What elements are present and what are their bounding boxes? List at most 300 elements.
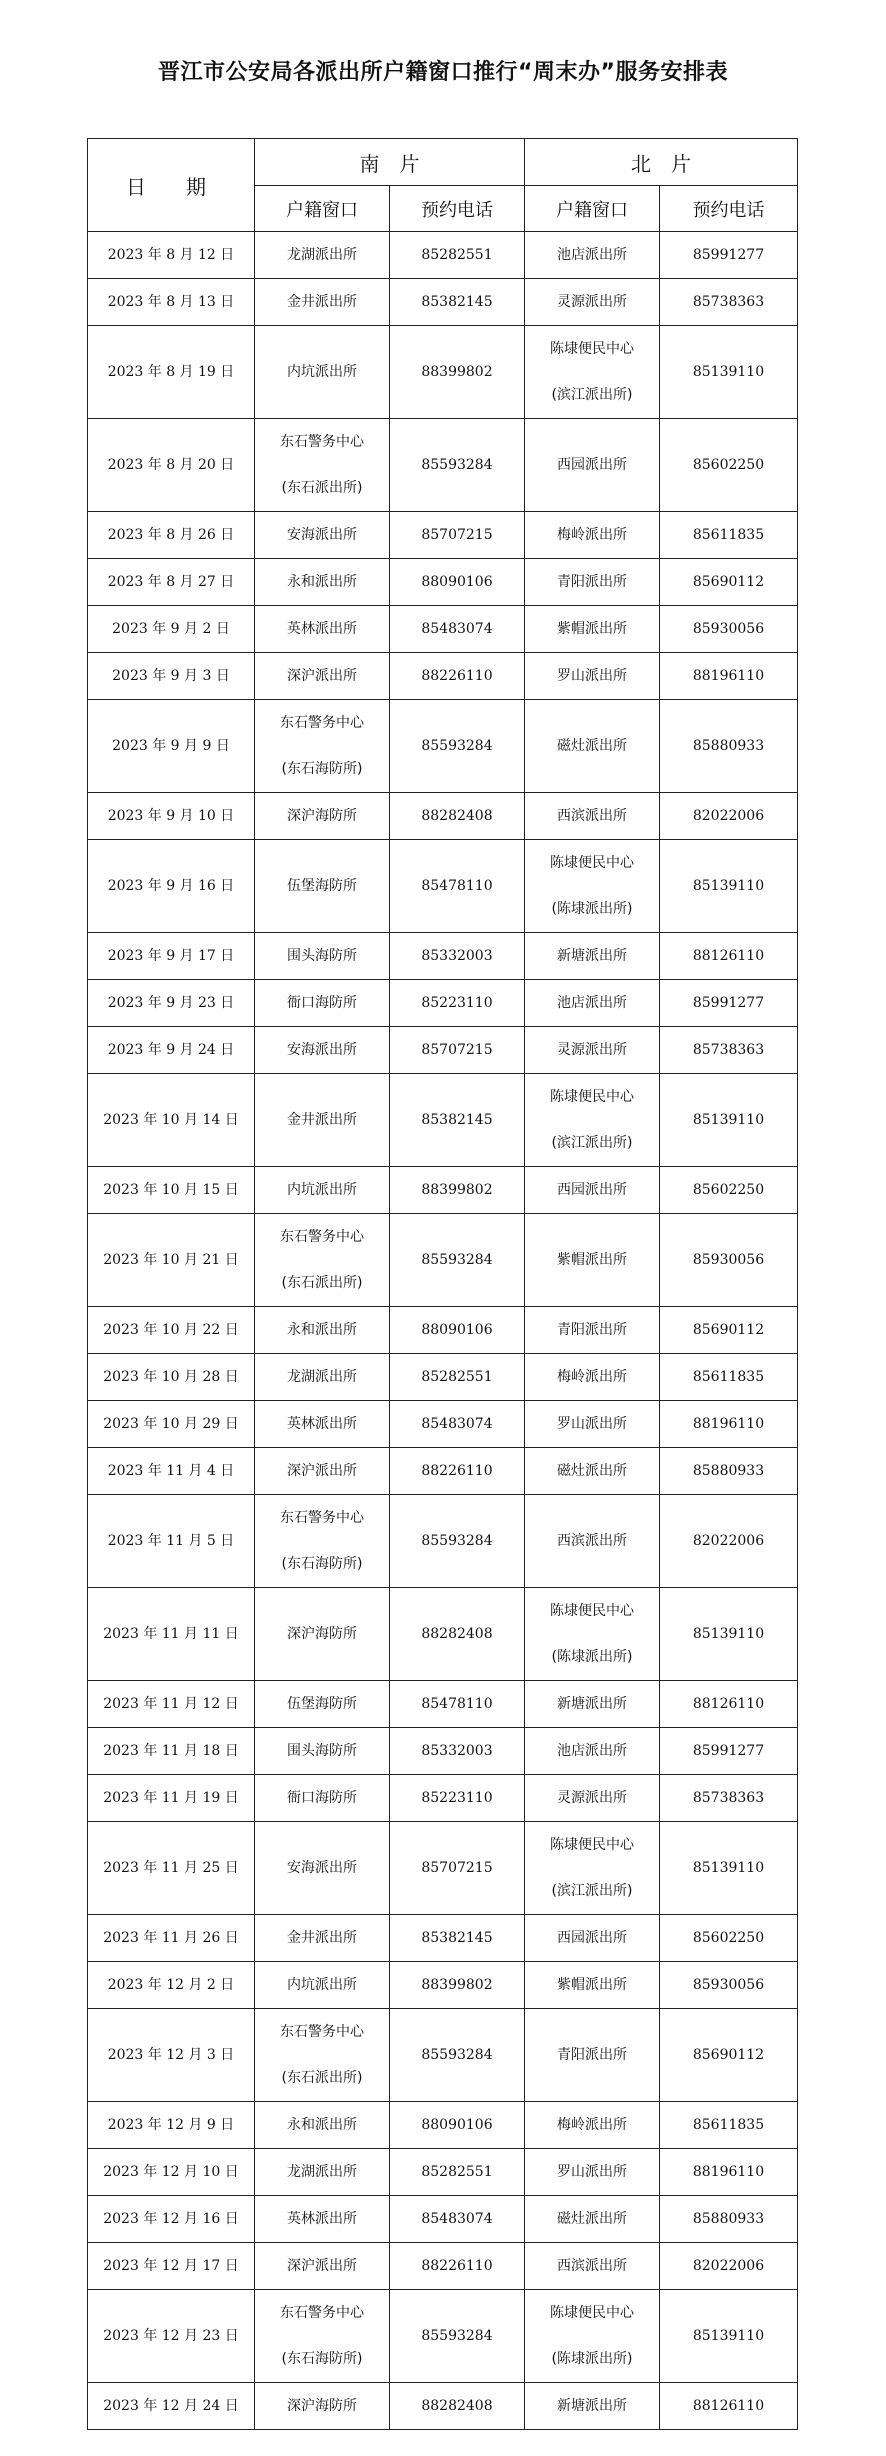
date-cell: 2023 年 12 月 10 日 <box>88 2149 255 2196</box>
south-window-cell-line: 金井派出所 <box>287 1930 357 1946</box>
south-window-cell-line: 衙口海防所 <box>287 995 357 1011</box>
south-window-cell-line: 深沪海防所 <box>287 1626 357 1642</box>
north-window-cell-line: 新塘派出所 <box>557 948 627 964</box>
south-window-cell <box>255 1822 390 1915</box>
south-window-cell-line: 英林派出所 <box>287 621 357 637</box>
north-window-cell-line: 紫帽派出所 <box>557 1977 627 1993</box>
north-window-cell-line: 青阳派出所 <box>557 574 627 590</box>
south-window-cell-line: (东石海防所) <box>281 761 363 777</box>
south-phone-cell: 88282408 <box>390 793 525 840</box>
south-phone-cell: 85483074 <box>390 2196 525 2243</box>
north-phone-cell: 85602250 <box>660 419 798 512</box>
south-window-cell-line: (东石派出所) <box>281 2070 363 2086</box>
south-phone-cell: 85593284 <box>390 1495 525 1588</box>
south-window-cell-line: 东石警务中心 <box>280 2024 364 2040</box>
south-window-cell-line: 安海派出所 <box>287 1860 357 1876</box>
schedule-rows <box>88 232 798 2430</box>
north-window-cell-line: (陈埭派出所) <box>551 1649 633 1665</box>
north-window-cell-line: 西园派出所 <box>557 1930 627 1946</box>
north-window-cell-line: 罗山派出所 <box>557 2164 627 2180</box>
north-window-cell <box>525 1167 660 1214</box>
north-window-cell <box>525 980 660 1027</box>
south-phone-cell: 88282408 <box>390 2383 525 2430</box>
north-window-cell-line: 陈埭便民中心 <box>550 2305 634 2321</box>
table-row <box>88 1775 798 1822</box>
north-phone-cell: 85991277 <box>660 980 798 1027</box>
south-window-cell <box>255 559 390 606</box>
north-window-cell-line: 西滨派出所 <box>557 1533 627 1549</box>
south-phone-cell: 88090106 <box>390 559 525 606</box>
north-phone-cell: 82022006 <box>660 793 798 840</box>
north-window-cell-line: 西园派出所 <box>557 457 627 473</box>
table-row <box>88 1728 798 1775</box>
south-window-cell <box>255 2243 390 2290</box>
date-cell: 2023 年 10 月 28 日 <box>88 1354 255 1401</box>
table-row <box>88 1214 798 1307</box>
north-window-cell <box>525 1307 660 1354</box>
north-window-cell <box>525 326 660 419</box>
header-south-window: 户籍窗口 <box>255 186 390 232</box>
south-window-cell <box>255 419 390 512</box>
north-window-cell-line: 陈埭便民中心 <box>550 855 634 871</box>
date-cell: 2023 年 8 月 19 日 <box>88 326 255 419</box>
north-window-cell <box>525 559 660 606</box>
north-phone-cell: 85690112 <box>660 2009 798 2102</box>
table-row <box>88 2149 798 2196</box>
south-window-cell <box>255 2383 390 2430</box>
north-phone-cell: 82022006 <box>660 1495 798 1588</box>
south-phone-cell: 88090106 <box>390 1307 525 1354</box>
north-phone-cell: 85738363 <box>660 1775 798 1822</box>
north-window-cell-line: 磁灶派出所 <box>557 738 627 754</box>
north-window-cell <box>525 2243 660 2290</box>
north-window-cell <box>525 512 660 559</box>
table-row <box>88 1448 798 1495</box>
header-south-phone: 预约电话 <box>390 186 525 232</box>
south-window-cell <box>255 279 390 326</box>
south-window-cell-line: 东石警务中心 <box>280 1510 364 1526</box>
south-window-cell-line: 东石警务中心 <box>280 2305 364 2321</box>
south-window-cell-line: 永和派出所 <box>287 2117 357 2133</box>
south-phone-cell: 85707215 <box>390 1822 525 1915</box>
north-phone-cell: 85930056 <box>660 1962 798 2009</box>
south-window-cell <box>255 1354 390 1401</box>
south-window-cell <box>255 700 390 793</box>
north-phone-cell: 85690112 <box>660 1307 798 1354</box>
north-window-cell <box>525 1448 660 1495</box>
south-window-cell-line: 衙口海防所 <box>287 1790 357 1806</box>
date-cell: 2023 年 11 月 12 日 <box>88 1681 255 1728</box>
north-window-cell <box>525 1495 660 1588</box>
north-phone-cell: 85139110 <box>660 1588 798 1681</box>
south-window-cell-line: 伍堡海防所 <box>287 878 357 894</box>
south-window-cell-line: 伍堡海防所 <box>287 1696 357 1712</box>
table-row <box>88 279 798 326</box>
south-phone-cell: 85707215 <box>390 1027 525 1074</box>
table-row <box>88 1588 798 1681</box>
north-window-cell <box>525 1775 660 1822</box>
south-phone-cell: 88399802 <box>390 1962 525 2009</box>
north-phone-cell: 88126110 <box>660 933 798 980</box>
south-phone-cell: 88226110 <box>390 653 525 700</box>
north-window-cell <box>525 1728 660 1775</box>
south-window-cell <box>255 1915 390 1962</box>
south-window-cell-line: 内坑派出所 <box>287 364 357 380</box>
table-row <box>88 1167 798 1214</box>
date-cell: 2023 年 8 月 26 日 <box>88 512 255 559</box>
date-cell: 2023 年 11 月 11 日 <box>88 1588 255 1681</box>
table-row <box>88 232 798 279</box>
table-row <box>88 1027 798 1074</box>
date-cell: 2023 年 8 月 12 日 <box>88 232 255 279</box>
north-window-cell <box>525 1214 660 1307</box>
north-window-cell <box>525 2102 660 2149</box>
north-window-cell <box>525 2149 660 2196</box>
north-window-cell <box>525 1027 660 1074</box>
south-window-cell <box>255 1307 390 1354</box>
south-phone-cell: 85282551 <box>390 1354 525 1401</box>
south-phone-cell: 85483074 <box>390 1401 525 1448</box>
table-row <box>88 2009 798 2102</box>
north-window-cell <box>525 606 660 653</box>
north-phone-cell: 85991277 <box>660 232 798 279</box>
north-window-cell <box>525 700 660 793</box>
date-cell: 2023 年 8 月 20 日 <box>88 419 255 512</box>
table-row <box>88 2102 798 2149</box>
north-window-cell <box>525 2383 660 2430</box>
north-phone-cell: 85880933 <box>660 2196 798 2243</box>
north-window-cell-line: 新塘派出所 <box>557 1696 627 1712</box>
north-window-cell-line: 灵源派出所 <box>557 294 627 310</box>
south-window-cell <box>255 1027 390 1074</box>
north-window-cell <box>525 279 660 326</box>
date-cell: 2023 年 10 月 29 日 <box>88 1401 255 1448</box>
schedule-table <box>87 138 798 2430</box>
south-window-cell-line: 金井派出所 <box>287 294 357 310</box>
south-phone-cell: 85332003 <box>390 1728 525 1775</box>
north-phone-cell: 82022006 <box>660 2243 798 2290</box>
south-window-cell-line: 深沪海防所 <box>287 808 357 824</box>
north-window-cell <box>525 653 660 700</box>
north-window-cell-line: 磁灶派出所 <box>557 1463 627 1479</box>
north-phone-cell: 85602250 <box>660 1915 798 1962</box>
north-phone-cell: 88126110 <box>660 1681 798 1728</box>
south-phone-cell: 85483074 <box>390 606 525 653</box>
north-window-cell-line: (滨江派出所) <box>551 387 633 403</box>
north-phone-cell: 85611835 <box>660 1354 798 1401</box>
date-cell: 2023 年 12 月 2 日 <box>88 1962 255 2009</box>
date-cell: 2023 年 12 月 16 日 <box>88 2196 255 2243</box>
south-window-cell-line: 永和派出所 <box>287 574 357 590</box>
south-window-cell-line: (东石派出所) <box>281 1275 363 1291</box>
header-date: 日 期 <box>88 139 255 232</box>
north-window-cell-line: 梅岭派出所 <box>557 2117 627 2133</box>
date-cell: 2023 年 11 月 4 日 <box>88 1448 255 1495</box>
north-window-cell <box>525 840 660 933</box>
south-window-cell-line: 英林派出所 <box>287 2211 357 2227</box>
south-window-cell <box>255 1588 390 1681</box>
north-window-cell <box>525 793 660 840</box>
south-window-cell-line: 内坑派出所 <box>287 1977 357 1993</box>
south-window-cell-line: 东石警务中心 <box>280 1229 364 1245</box>
north-phone-cell: 85930056 <box>660 1214 798 1307</box>
north-window-cell-line: 池店派出所 <box>557 995 627 1011</box>
south-window-cell-line: (东石海防所) <box>281 1556 363 1572</box>
date-cell: 2023 年 9 月 23 日 <box>88 980 255 1027</box>
south-window-cell <box>255 1728 390 1775</box>
date-cell: 2023 年 10 月 14 日 <box>88 1074 255 1167</box>
north-window-cell-line: 梅岭派出所 <box>557 1369 627 1385</box>
south-phone-cell: 88282408 <box>390 1588 525 1681</box>
south-window-cell <box>255 2149 390 2196</box>
north-phone-cell: 85991277 <box>660 1728 798 1775</box>
south-window-cell <box>255 2009 390 2102</box>
north-phone-cell: 85611835 <box>660 512 798 559</box>
table-row <box>88 1074 798 1167</box>
date-cell: 2023 年 9 月 3 日 <box>88 653 255 700</box>
north-window-cell-line: 紫帽派出所 <box>557 621 627 637</box>
date-cell: 2023 年 9 月 9 日 <box>88 700 255 793</box>
table-row <box>88 980 798 1027</box>
table-row <box>88 1822 798 1915</box>
north-phone-cell: 85738363 <box>660 279 798 326</box>
north-window-cell <box>525 1401 660 1448</box>
south-window-cell <box>255 933 390 980</box>
south-window-cell-line: 龙湖派出所 <box>287 2164 357 2180</box>
south-phone-cell: 85332003 <box>390 933 525 980</box>
south-window-cell <box>255 2290 390 2383</box>
north-window-cell <box>525 933 660 980</box>
header-south: 南 片 <box>255 139 525 186</box>
south-phone-cell: 85282551 <box>390 232 525 279</box>
south-window-cell <box>255 232 390 279</box>
north-window-cell <box>525 1681 660 1728</box>
south-window-cell-line: 永和派出所 <box>287 1322 357 1338</box>
table-row <box>88 606 798 653</box>
south-phone-cell: 85382145 <box>390 279 525 326</box>
date-cell: 2023 年 8 月 27 日 <box>88 559 255 606</box>
date-cell: 2023 年 9 月 16 日 <box>88 840 255 933</box>
north-window-cell-line: 青阳派出所 <box>557 2047 627 2063</box>
north-window-cell-line: 罗山派出所 <box>557 1416 627 1432</box>
north-window-cell-line: 灵源派出所 <box>557 1790 627 1806</box>
north-phone-cell: 88126110 <box>660 2383 798 2430</box>
north-window-cell-line: (陈埭派出所) <box>551 901 633 917</box>
south-window-cell-line: 深沪派出所 <box>287 668 357 684</box>
north-window-cell-line: 罗山派出所 <box>557 668 627 684</box>
table-row <box>88 1962 798 2009</box>
south-window-cell <box>255 1681 390 1728</box>
north-window-cell-line: 灵源派出所 <box>557 1042 627 1058</box>
south-window-cell <box>255 653 390 700</box>
date-cell: 2023 年 11 月 18 日 <box>88 1728 255 1775</box>
table-row <box>88 2290 798 2383</box>
table-row <box>88 1307 798 1354</box>
south-window-cell <box>255 1448 390 1495</box>
south-window-cell <box>255 2196 390 2243</box>
north-window-cell-line: 陈埭便民中心 <box>550 1089 634 1105</box>
north-window-cell-line: 陈埭便民中心 <box>550 1837 634 1853</box>
south-window-cell <box>255 606 390 653</box>
north-window-cell <box>525 232 660 279</box>
south-phone-cell: 88090106 <box>390 2102 525 2149</box>
south-window-cell <box>255 512 390 559</box>
north-window-cell <box>525 2009 660 2102</box>
south-window-cell <box>255 840 390 933</box>
north-window-cell <box>525 2290 660 2383</box>
south-phone-cell: 85478110 <box>390 840 525 933</box>
south-phone-cell: 85223110 <box>390 980 525 1027</box>
south-window-cell-line: 金井派出所 <box>287 1112 357 1128</box>
north-window-cell <box>525 419 660 512</box>
north-window-cell-line: (陈埭派出所) <box>551 2351 633 2367</box>
south-window-cell-line: 安海派出所 <box>287 527 357 543</box>
south-window-cell <box>255 793 390 840</box>
south-phone-cell: 85382145 <box>390 1074 525 1167</box>
date-cell: 2023 年 11 月 19 日 <box>88 1775 255 1822</box>
south-phone-cell: 88226110 <box>390 1448 525 1495</box>
north-window-cell-line: 西园派出所 <box>557 1182 627 1198</box>
table-row <box>88 1495 798 1588</box>
north-window-cell <box>525 1915 660 1962</box>
north-phone-cell: 88196110 <box>660 1401 798 1448</box>
north-phone-cell: 85602250 <box>660 1167 798 1214</box>
south-window-cell-line: 深沪海防所 <box>287 2398 357 2414</box>
table-row <box>88 326 798 419</box>
south-window-cell-line: (东石派出所) <box>281 480 363 496</box>
south-phone-cell: 85707215 <box>390 512 525 559</box>
south-window-cell-line: 围头海防所 <box>287 948 357 964</box>
north-window-cell-line: 紫帽派出所 <box>557 1252 627 1268</box>
table-row <box>88 793 798 840</box>
north-phone-cell: 88196110 <box>660 2149 798 2196</box>
south-window-cell-line: 深沪派出所 <box>287 1463 357 1479</box>
south-phone-cell: 85593284 <box>390 419 525 512</box>
north-phone-cell: 85690112 <box>660 559 798 606</box>
south-window-cell <box>255 1495 390 1588</box>
table-row <box>88 2196 798 2243</box>
north-phone-cell: 85139110 <box>660 2290 798 2383</box>
north-phone-cell: 85139110 <box>660 1074 798 1167</box>
south-phone-cell: 85593284 <box>390 700 525 793</box>
date-cell: 2023 年 11 月 5 日 <box>88 1495 255 1588</box>
north-window-cell-line: (滨江派出所) <box>551 1883 633 1899</box>
table-row <box>88 1354 798 1401</box>
south-window-cell-line: 安海派出所 <box>287 1042 357 1058</box>
north-phone-cell: 85738363 <box>660 1027 798 1074</box>
north-window-cell-line: 西滨派出所 <box>557 2258 627 2274</box>
header-north-window: 户籍窗口 <box>525 186 660 232</box>
north-phone-cell: 88196110 <box>660 653 798 700</box>
table-row <box>88 1401 798 1448</box>
south-phone-cell: 85593284 <box>390 2290 525 2383</box>
north-window-cell-line: 新塘派出所 <box>557 2398 627 2414</box>
north-window-cell <box>525 1588 660 1681</box>
north-window-cell-line: (滨江派出所) <box>551 1135 633 1151</box>
south-window-cell <box>255 1214 390 1307</box>
south-window-cell-line: 东石警务中心 <box>280 715 364 731</box>
north-window-cell <box>525 2196 660 2243</box>
south-phone-cell: 85593284 <box>390 2009 525 2102</box>
south-window-cell <box>255 1074 390 1167</box>
north-window-cell <box>525 1962 660 2009</box>
header-north: 北 片 <box>525 139 798 186</box>
date-cell: 2023 年 12 月 9 日 <box>88 2102 255 2149</box>
south-phone-cell: 85593284 <box>390 1214 525 1307</box>
south-phone-cell: 85223110 <box>390 1775 525 1822</box>
page-title: 晋江市公安局各派出所户籍窗口推行“周末办”服务安排表 <box>158 60 728 85</box>
table-row <box>88 653 798 700</box>
table-row <box>88 700 798 793</box>
south-phone-cell: 88399802 <box>390 1167 525 1214</box>
north-phone-cell: 85139110 <box>660 326 798 419</box>
table-row <box>88 559 798 606</box>
south-window-cell-line: (东石海防所) <box>281 2351 363 2367</box>
north-phone-cell: 85880933 <box>660 1448 798 1495</box>
date-cell: 2023 年 11 月 25 日 <box>88 1822 255 1915</box>
date-cell: 2023 年 11 月 26 日 <box>88 1915 255 1962</box>
date-cell: 2023 年 12 月 23 日 <box>88 2290 255 2383</box>
north-window-cell-line: 梅岭派出所 <box>557 527 627 543</box>
table-row <box>88 1681 798 1728</box>
table-row <box>88 512 798 559</box>
north-phone-cell: 85139110 <box>660 840 798 933</box>
south-window-cell-line: 内坑派出所 <box>287 1182 357 1198</box>
south-phone-cell: 88226110 <box>390 2243 525 2290</box>
north-phone-cell: 85139110 <box>660 1822 798 1915</box>
date-cell: 2023 年 9 月 17 日 <box>88 933 255 980</box>
header-north-phone: 预约电话 <box>660 186 798 232</box>
date-cell: 2023 年 9 月 10 日 <box>88 793 255 840</box>
north-window-cell-line: 池店派出所 <box>557 1743 627 1759</box>
table-row <box>88 419 798 512</box>
south-window-cell <box>255 326 390 419</box>
south-window-cell <box>255 1167 390 1214</box>
south-window-cell <box>255 1401 390 1448</box>
north-window-cell-line: 青阳派出所 <box>557 1322 627 1338</box>
date-cell: 2023 年 12 月 17 日 <box>88 2243 255 2290</box>
north-window-cell <box>525 1354 660 1401</box>
date-cell: 2023 年 8 月 13 日 <box>88 279 255 326</box>
table-row <box>88 933 798 980</box>
south-phone-cell: 88399802 <box>390 326 525 419</box>
north-window-cell-line: 陈埭便民中心 <box>550 1603 634 1619</box>
south-window-cell <box>255 1775 390 1822</box>
date-cell: 2023 年 9 月 24 日 <box>88 1027 255 1074</box>
date-cell: 2023 年 10 月 15 日 <box>88 1167 255 1214</box>
south-window-cell <box>255 980 390 1027</box>
south-phone-cell: 85382145 <box>390 1915 525 1962</box>
south-window-cell-line: 东石警务中心 <box>280 434 364 450</box>
south-window-cell <box>255 2102 390 2149</box>
north-window-cell <box>525 1822 660 1915</box>
north-phone-cell: 85930056 <box>660 606 798 653</box>
north-phone-cell: 85611835 <box>660 2102 798 2149</box>
table-row <box>88 1915 798 1962</box>
date-cell: 2023 年 9 月 2 日 <box>88 606 255 653</box>
south-phone-cell: 85478110 <box>390 1681 525 1728</box>
south-window-cell-line: 英林派出所 <box>287 1416 357 1432</box>
south-window-cell-line: 龙湖派出所 <box>287 247 357 263</box>
south-window-cell-line: 龙湖派出所 <box>287 1369 357 1385</box>
north-window-cell-line: 陈埭便民中心 <box>550 341 634 357</box>
date-cell: 2023 年 12 月 24 日 <box>88 2383 255 2430</box>
north-window-cell <box>525 1074 660 1167</box>
date-cell: 2023 年 12 月 3 日 <box>88 2009 255 2102</box>
south-window-cell <box>255 1962 390 2009</box>
south-window-cell-line: 围头海防所 <box>287 1743 357 1759</box>
date-cell: 2023 年 10 月 21 日 <box>88 1214 255 1307</box>
